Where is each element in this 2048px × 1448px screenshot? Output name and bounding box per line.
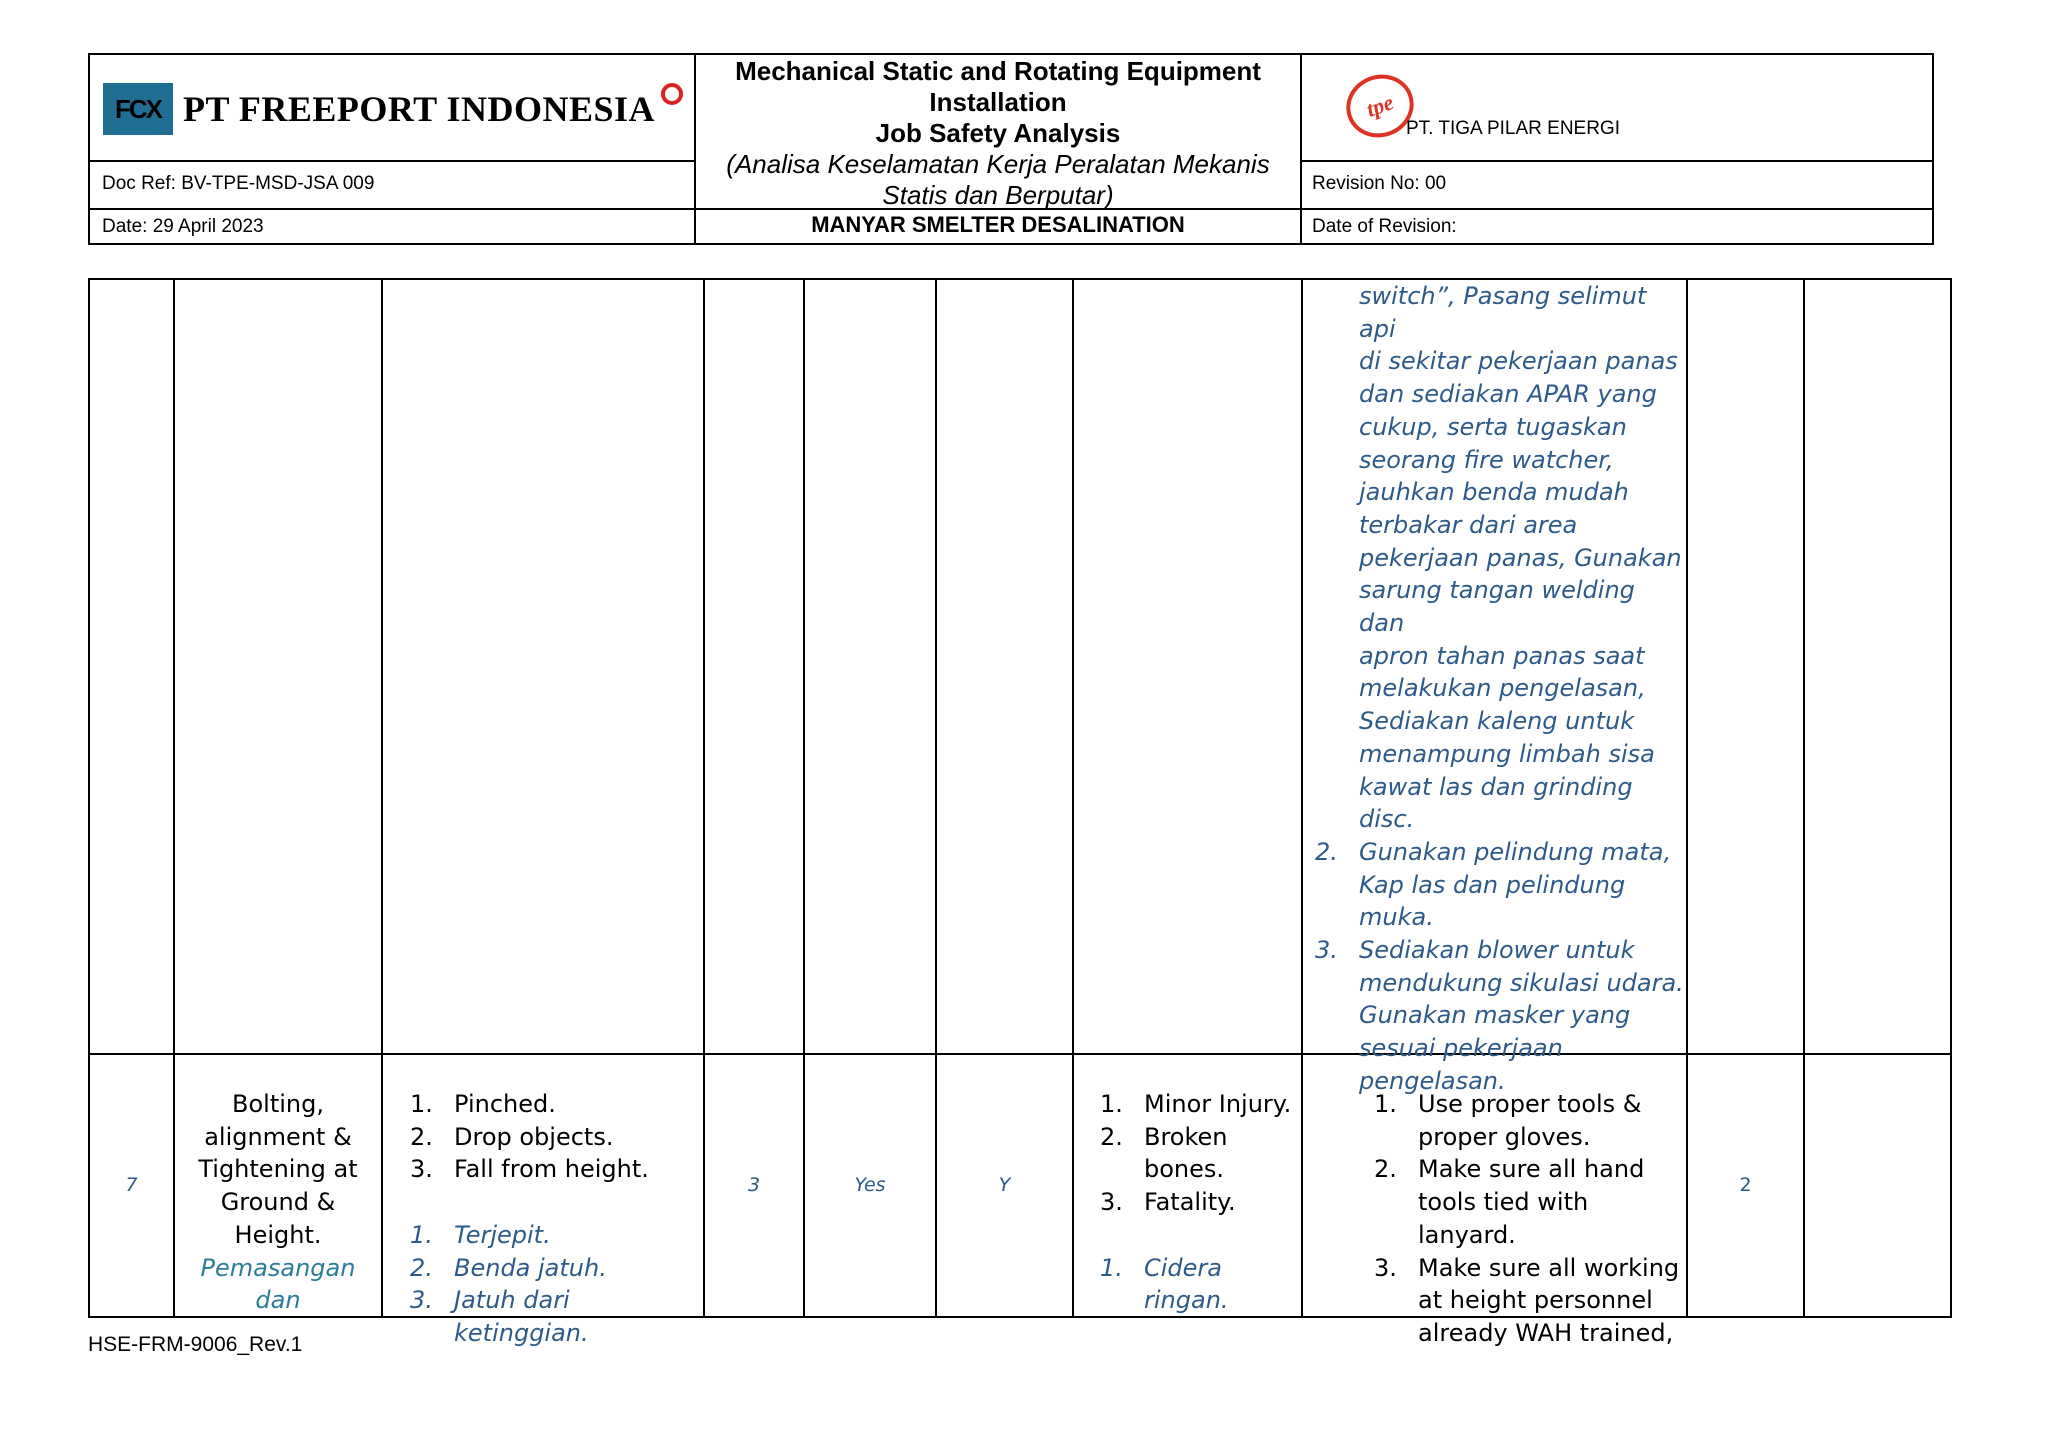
company-left-name: PT FREEPORT INDONESIA bbox=[183, 89, 655, 129]
doc-ref: Doc Ref: BV-TPE-MSD-JSA 009 bbox=[102, 173, 375, 194]
row7-risk: 3 bbox=[747, 1174, 761, 1196]
row7-yes: Yes bbox=[854, 1174, 886, 1196]
hazard-item: 2. Drop objects. bbox=[410, 1122, 614, 1151]
title-line-3: Job Safety Analysis bbox=[875, 118, 1121, 148]
hazard-item-id: 2. Benda jatuh. bbox=[410, 1253, 607, 1282]
row7-controls bbox=[1374, 1088, 1686, 1350]
subtitle-line-2: Statis dan Berputar) bbox=[882, 180, 1114, 210]
continued-control-item-2: 2. Gunakan pelindung mata, Kap las dan pelindung muka. bbox=[1315, 837, 1672, 932]
consequence-item-id: 1. Cidera ringan. bbox=[1100, 1253, 1229, 1315]
subtitle-line-1: (Analisa Keselamatan Kerja Peralatan Mekanis bbox=[726, 149, 1270, 179]
consequence-item: 3. Fatality. bbox=[1100, 1188, 1236, 1217]
consequence-item: 1. Minor Injury. bbox=[1100, 1090, 1292, 1118]
freeport-logo bbox=[90, 55, 694, 160]
revision-no: Revision No: 00 bbox=[1312, 173, 1447, 194]
doc-date: Date: 29 April 2023 bbox=[102, 216, 264, 237]
row7-consequences bbox=[1100, 1088, 1300, 1317]
hazard-item: 1. Pinched. bbox=[410, 1090, 556, 1118]
tpe-logo-block bbox=[1302, 55, 1934, 160]
title-line-2: Installation bbox=[929, 87, 1067, 117]
hazard-item-id: 3. Jatuh dari ketinggian. bbox=[410, 1286, 589, 1347]
control-item: 2. Make sure all hand tools tied with lanyard. bbox=[1374, 1155, 1645, 1249]
date-of-revision: Date of Revision: bbox=[1312, 216, 1457, 237]
document-header bbox=[88, 53, 1934, 245]
row7-y: Y bbox=[998, 1174, 1011, 1196]
form-code: HSE-FRM-9006_Rev.1 bbox=[88, 1333, 303, 1356]
freeport-ring-icon bbox=[661, 83, 683, 105]
row7-residual: 2 bbox=[1739, 1174, 1752, 1196]
row7-number: 7 bbox=[125, 1174, 138, 1196]
continued-control-item-1: switch”, Pasang selimut api di sekitar pekerjaan panas dan sediakan APAR yang cukup, serta tugaskan seorang fire watcher, jauhkan benda mudah terbakar dari area pekerjaan panas, Gunakan sarung tangan welding dan apron tahan panas saat melakukan pengelasan, Sediakan kaleng untuk menampung limbah sisa kawat las dan grinding disc. bbox=[1359, 282, 1682, 834]
hazard-item: 3. Fall from height. bbox=[410, 1155, 649, 1184]
continued-control-item-3: 3. Sediakan blower untuk mendukung sikulasi udara. Gunakan masker yang sesuai pekerjaan pengelasan. bbox=[1315, 936, 1684, 1095]
fcx-mark-icon: FCX bbox=[103, 83, 173, 135]
consequence-item: 2. Broken bones. bbox=[1100, 1122, 1228, 1184]
hazard-item-id: 1. Terjepit. bbox=[410, 1220, 551, 1249]
document-title bbox=[696, 55, 1300, 211]
control-item: 3. Make sure all working at height personnel already WAH trained, bbox=[1374, 1253, 1680, 1347]
control-item: 1. Use proper tools & proper gloves. bbox=[1374, 1090, 1642, 1151]
row7-task: Bolting, alignment & Tightening at Ground & Height. Pemasangan dan bbox=[198, 1090, 358, 1315]
row7-hazards bbox=[410, 1088, 702, 1350]
project-name: MANYAR SMELTER DESALINATION bbox=[811, 212, 1185, 237]
tpe-logo-icon: tpe bbox=[1337, 65, 1422, 147]
title-line-1: Mechanical Static and Rotating Equipment bbox=[735, 56, 1261, 86]
continued-controls bbox=[1315, 280, 1685, 1098]
company-right-name: PT. TIGA PILAR ENERGI bbox=[1406, 118, 1620, 139]
